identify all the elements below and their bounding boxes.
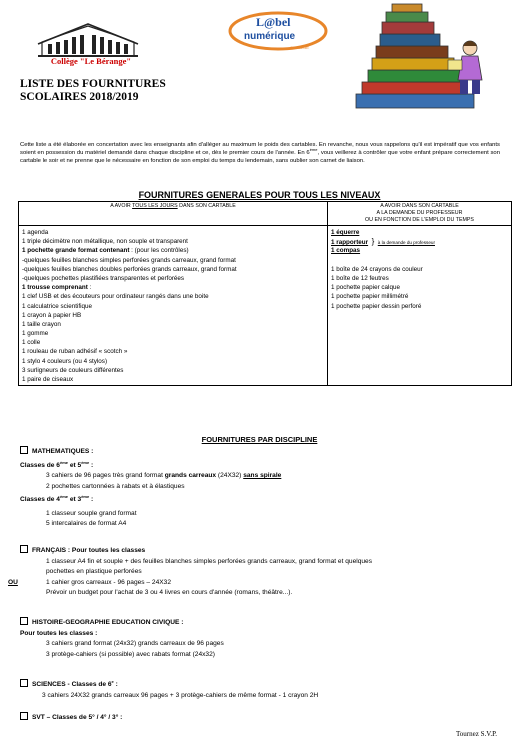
sciences-section [20, 677, 318, 701]
books-student-illustration [352, 2, 502, 110]
title-line-1: LISTE DES FOURNITURES [20, 78, 166, 90]
list-item-rest: : (pour les contrôles) [129, 247, 189, 255]
txt: et 3 [67, 496, 82, 504]
histoire-sub: Pour toutes les classes : [20, 629, 98, 637]
maths-title-text: MATHEMATIQUES : [32, 448, 94, 455]
sup: ème [81, 494, 90, 500]
list-item [328, 237, 511, 246]
title-line-2: SCOLAIRES 2018/2019 [20, 91, 139, 103]
ou-label: OU [8, 578, 18, 586]
sup: ème [59, 494, 68, 500]
list-item-bold: 1 trousse comprenant [22, 284, 88, 292]
maths-item [20, 471, 281, 482]
francais-item [8, 578, 500, 589]
left-header-u: TOUS LES JOURS [132, 203, 178, 209]
francais-title-text: FRANÇAIS : Pour toutes les classes [32, 547, 146, 554]
checkbox-icon [20, 679, 28, 687]
sciences-title-end: : [113, 681, 118, 689]
sciences-title [20, 677, 318, 691]
right-column-header [328, 202, 512, 226]
list-item: 1 stylo 4 couleurs (ou 4 stylos) [22, 357, 108, 365]
txt: Classes de 6 [20, 461, 60, 469]
left-column-header [19, 202, 328, 226]
txt: Classes de 4 [20, 496, 60, 504]
sup: e [111, 679, 114, 684]
list-item: 1 boîte de 12 feutres [331, 274, 389, 282]
list-item: 1 gomme [22, 330, 49, 338]
right-column-list [328, 226, 512, 386]
francais-item: Prévoir un budget pour l'achat de 3 ou 4 livres en cours d'année (romans, théâtre...). [46, 589, 293, 596]
list-item: 1 pochette papier millimétré [331, 293, 409, 301]
left-header-a: A AVOIR [110, 203, 133, 209]
intro-text-1: Cette liste a été élaborée en concertation avec les enseignants afin d'alléger au maximum le poids des cartables. En revanche, nous vous rappelons qu'il est impératif que vos enfants soient en possession du matériel demandé dans chaque discipline et ce, dès le premier cours de l'année. En 6 [20, 142, 500, 156]
general-supplies-title: FOURNITURES GENERALES POUR TOUS LES NIVEAUX [138, 190, 381, 200]
list-item: -quelques pochettes plastifiées transparentes et perforées [22, 274, 185, 282]
sup: ème [59, 459, 68, 465]
sciences-title-text: SCIENCES - Classes de 6 [32, 681, 112, 689]
list-item: 1 agenda [22, 229, 49, 236]
maths-level-4-3 [20, 492, 281, 506]
histoire-item: 3 protège-cahiers (si possible) avec rabats format (24x32) [46, 650, 215, 658]
list-item: 1 pochette papier dessin perforé [331, 302, 422, 310]
maths-section [20, 446, 281, 530]
list-item: 1 taille crayon [22, 320, 61, 328]
list-item: 1 clef USB et des écouteurs pour ordinateur rangés dans une boite [22, 293, 209, 301]
list-item: 1 boîte de 24 crayons de couleur [331, 265, 423, 273]
txt-bold-underline: sans spirale [243, 472, 282, 480]
svt-section [20, 712, 122, 724]
list-item-bold: 1 rapporteur [331, 239, 369, 247]
list-item [19, 246, 327, 255]
svt-title [20, 712, 122, 724]
list-item: 1 crayon à papier HB [22, 311, 82, 319]
list-item: 1 pochette papier calque [331, 284, 400, 292]
checkbox-icon [20, 712, 28, 720]
svg-text:L@bel: L@bel [256, 15, 291, 29]
txt: : [89, 461, 94, 469]
maths-item: 2 pochettes cartonnées à rabats et à élastiques [46, 482, 185, 490]
intro-text-2: , vous veillerez à contrôler que votre enfant prépare correctement son cartable le soir et ne prenne que le nécessaire en fonction de son emploi du temps du lendemain, sans oublier son carnet de liaison. [20, 150, 500, 164]
list-item-rest: : [87, 284, 92, 292]
svg-text:COLLEGE: COLLEGE [290, 45, 309, 50]
intro-sup: ème [309, 147, 318, 153]
francais-item-text: 1 cahier gros carreaux - 96 pages – 24X32 [46, 578, 171, 586]
checkbox-icon [20, 545, 28, 553]
francais-item: 1 classeur A4 fin et souple + des feuilles blanches simples perforées grands carreaux, grand format et quelques [46, 557, 373, 565]
general-supplies-table [18, 201, 512, 386]
list-item: 1 colle [22, 339, 41, 347]
histoire-title [20, 617, 224, 629]
txt: : [89, 496, 94, 504]
histoire-title-text: HISTOIRE-GEOGRAPHIE EDUCATION CIVIQUE : [32, 619, 184, 626]
maths-level-6-5 [20, 458, 281, 472]
list-item: 1 triple décimètre non métallique, non souple et transparent [22, 238, 188, 246]
list-item: 1 calculatrice scientifique [22, 302, 93, 310]
francais-item: pochettes en plastique perforées [46, 568, 142, 575]
txt: (24X32) [216, 472, 244, 480]
right-header-1: A AVOIR DANS SON CARTABLE [380, 203, 459, 209]
tournez-svp: Tournez S.V.P. [456, 730, 497, 738]
discipline-supplies-title: FOURNITURES PAR DISCIPLINE [201, 435, 318, 444]
txt: 3 cahiers de 96 pages très grand format [46, 472, 165, 480]
list-item: 1 paire de ciseaux [22, 376, 74, 383]
maths-title [20, 446, 281, 458]
sciences-item: 3 cahiers 24X32 grands carreaux 96 pages + 3 protège-cahiers de même format - 1 crayon 2H [42, 691, 319, 699]
francais-title [20, 545, 500, 557]
right-header-3: OU EN FONCTION DE L'EMPLOI DU TEMPS [365, 217, 474, 223]
histoire-item: 3 cahiers grand format (24x32) grands carreaux de 96 pages [46, 640, 224, 647]
intro-paragraph [20, 141, 500, 165]
list-item: 1 compas [331, 247, 361, 255]
brace: } [371, 237, 375, 247]
label-numerique-logo [226, 8, 330, 54]
svg-text:numérique: numérique [244, 31, 296, 42]
txt: et 5 [67, 461, 82, 469]
list-item: -quelques feuilles blanches doubles perforées grands carreaux, grand format [22, 265, 237, 273]
checkbox-icon [20, 617, 28, 625]
histoire-section [20, 617, 224, 660]
left-header-b: DANS SON CARTABLE [177, 203, 236, 209]
checkbox-icon [20, 446, 28, 454]
brace-note: à la demande du professeur [377, 240, 435, 246]
francais-section [8, 545, 500, 599]
svt-title-text: SVT – Classes de 5° / 4° / 3° : [32, 714, 123, 721]
left-column-list [19, 226, 328, 386]
college-name: Collège "Le Bérange" [50, 56, 132, 66]
spacer [328, 256, 511, 265]
list-item: -quelques feuilles blanches simples perforées grands carreaux, grand format [22, 256, 236, 264]
maths-item: 5 intercalaires de format A4 [46, 520, 127, 528]
list-title [20, 78, 166, 104]
txt-bold: grands carreaux [164, 472, 217, 480]
list-item: 1 rouleau de ruban adhésif « scotch » [22, 348, 128, 356]
list-item: 3 surligneurs de couleurs différentes [22, 366, 124, 374]
list-item [19, 283, 327, 292]
list-item: 1 équerre [331, 229, 360, 236]
right-header-2: A LA DEMANDE DU PROFESSEUR [376, 210, 463, 216]
sup: ème [81, 459, 90, 465]
maths-item: 1 classeur souple grand format [46, 509, 137, 517]
list-item-bold: 1 pochette grande format contenant [22, 247, 130, 255]
